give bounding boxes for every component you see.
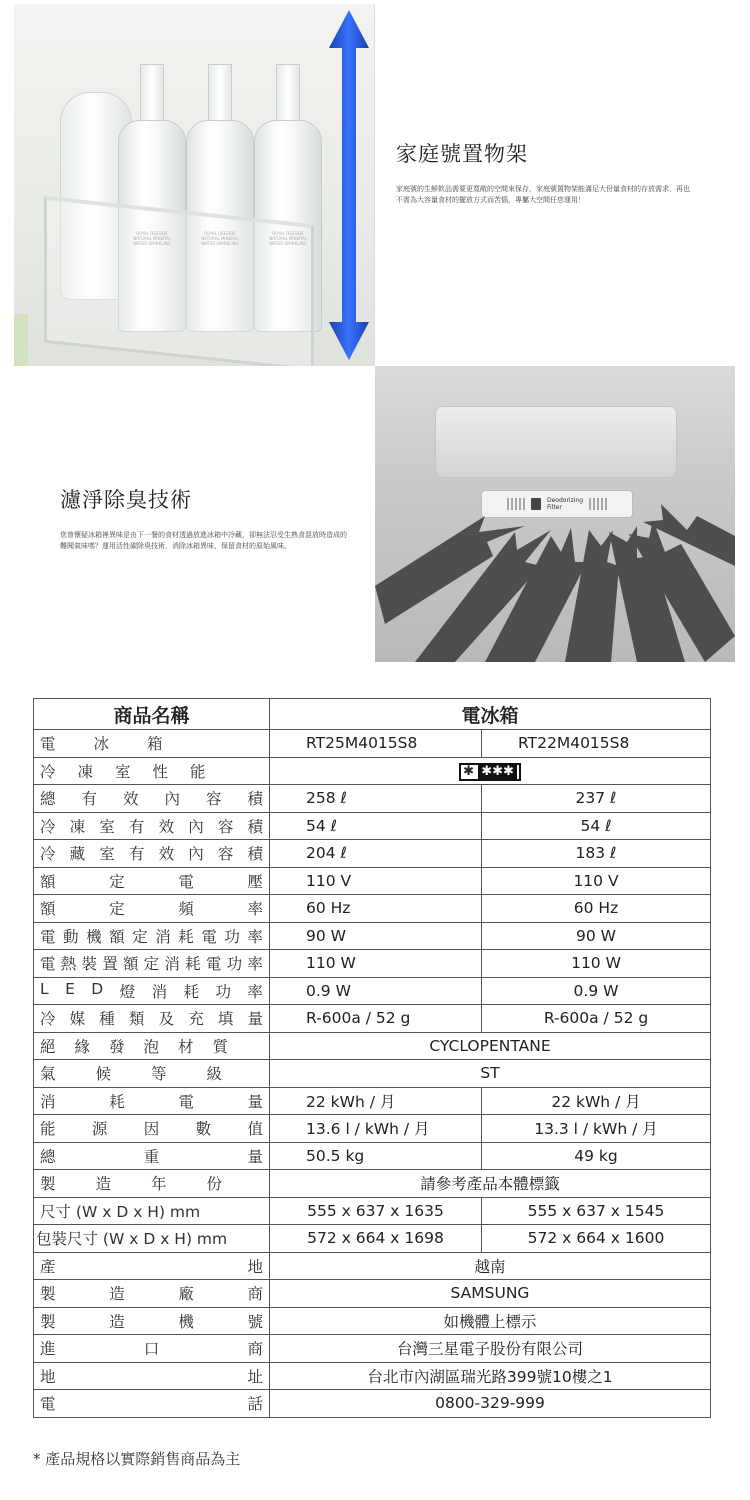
spec-label: 電 話 <box>34 1390 270 1418</box>
spec-value-b: R-600a / 52 g <box>482 1005 711 1033</box>
spec-label: 包裝尺寸 (W x D x H) mm <box>34 1225 270 1253</box>
spec-label: 產 地 <box>34 1252 270 1280</box>
spec-value-b: 60 Hz <box>482 895 711 923</box>
spec-value-b: 49 kg <box>482 1142 711 1170</box>
table-row <box>34 950 711 978</box>
spec-label: 能 源 因 數 值 <box>34 1115 270 1143</box>
spec-label: 製 造 機 號 <box>34 1307 270 1335</box>
spec-label: 總 有 效 內 容 積 <box>34 785 270 813</box>
spec-value-b: 54 ℓ <box>482 812 711 840</box>
feature-desc-shelf: 家庭號的生鮮飲品需要更寬敞的空間來保存，家庭號置物架能滿足大份量食材的存放需求，再也不需為大容量食材的擺放方式而苦惱，專屬大空間任您運用！ <box>396 185 690 204</box>
table-row <box>34 1142 711 1170</box>
family-shelf-photo <box>14 4 375 366</box>
spec-label: 總 重 量 <box>34 1142 270 1170</box>
table-row <box>34 1115 711 1143</box>
spec-value-a: 60 Hz <box>270 895 482 923</box>
spec-label: 電冰箱 <box>34 730 270 758</box>
table-row <box>34 840 711 868</box>
spec-header-value: 電冰箱 <box>270 699 711 730</box>
table-row <box>34 1362 711 1390</box>
filter-label-line1: Deodorizing <box>546 497 584 504</box>
table-row <box>34 1335 711 1363</box>
spec-value-b: 572 x 664 x 1600 <box>482 1225 711 1253</box>
footnote: * 產品規格以實際銷售商品為主 <box>33 1450 241 1468</box>
spec-label: 進 口 商 <box>34 1335 270 1363</box>
spec-value: 如機體上標示 <box>270 1307 711 1335</box>
spec-value-a: 0.9 W <box>270 977 482 1005</box>
spec-value-b: 0.9 W <box>482 977 711 1005</box>
spec-label: 製造年份 <box>34 1170 270 1198</box>
spec-value-a: 22 kWh / 月 <box>270 1087 482 1115</box>
spec-value-a: 13.6 l / kWh / 月 <box>270 1115 482 1143</box>
door-shelf <box>44 196 314 366</box>
spec-label: 冷凍室性能 <box>34 757 270 785</box>
spec-value-a: R-600a / 52 g <box>270 1005 482 1033</box>
spec-value-a: 110 W <box>270 950 482 978</box>
spec-label: L E D 燈 消 耗 功 率 <box>34 977 270 1005</box>
table-row <box>34 895 711 923</box>
bottle-label: ROYAL DEESIDE NATURAL MINERAL WATER SPARKLING <box>269 231 307 247</box>
spec-value-b: 110 V <box>482 867 711 895</box>
spec-label: 額 定 頻 率 <box>34 895 270 923</box>
table-row <box>34 1307 711 1335</box>
spec-label: 冷 藏 室 有 效 內 容 積 <box>34 840 270 868</box>
spec-label: 尺寸 (W x D x H) mm <box>34 1197 270 1225</box>
spec-value-b: 237 ℓ <box>482 785 711 813</box>
spec-value: SAMSUNG <box>270 1280 711 1308</box>
table-row <box>34 1197 711 1225</box>
spec-value: 越南 <box>270 1252 711 1280</box>
airflow-arrows-icon <box>375 366 735 662</box>
table-row <box>34 1252 711 1280</box>
spec-value: 台北市內湖區瑞光路399號10樓之1 <box>270 1362 711 1390</box>
spec-label: 電 動 機 額 定 消 耗 電 功 率 <box>34 922 270 950</box>
table-row <box>34 757 711 785</box>
spec-value-b: 13.3 l / kWh / 月 <box>482 1115 711 1143</box>
spec-label: 電 熱 裝 置 額 定 消 耗 電 功 率 <box>34 950 270 978</box>
table-row <box>34 1225 711 1253</box>
feature-title-shelf: 家庭號置物架 <box>396 142 528 166</box>
spec-value: 請參考產品本體標籤 <box>270 1170 711 1198</box>
spec-label: 絕緣發泡材質 <box>34 1032 270 1060</box>
spec-label: 冷 媒 種 類 及 充 填 量 <box>34 1005 270 1033</box>
freezer-star-rating <box>270 757 711 785</box>
table-row <box>34 699 711 730</box>
spec-value-b: 183 ℓ <box>482 840 711 868</box>
spec-label: 額 定 電 壓 <box>34 867 270 895</box>
table-row <box>34 977 711 1005</box>
spec-value-a: 110 V <box>270 867 482 895</box>
spec-value: 0800-329-999 <box>270 1390 711 1418</box>
spec-value-b: RT22M4015S8 <box>482 730 711 758</box>
table-row <box>34 1087 711 1115</box>
spec-label: 冷 凍 室 有 效 內 容 積 <box>34 812 270 840</box>
table-row <box>34 785 711 813</box>
table-row <box>34 1032 711 1060</box>
star-single-icon: ✱ <box>463 763 475 779</box>
spec-value-b: 22 kWh / 月 <box>482 1087 711 1115</box>
filter-label-line2: Filter <box>546 504 562 511</box>
spec-value: ST <box>270 1060 711 1088</box>
table-row <box>34 1170 711 1198</box>
table-row <box>34 812 711 840</box>
spec-value-b: 110 W <box>482 950 711 978</box>
height-arrow-icon <box>325 4 373 366</box>
spec-label: 氣候等級 <box>34 1060 270 1088</box>
spec-value-a: 258 ℓ <box>270 785 482 813</box>
spec-header-label: 商品名稱 <box>34 699 270 730</box>
table-row <box>34 867 711 895</box>
spec-value-b: 90 W <box>482 922 711 950</box>
deodorizing-filter-photo <box>375 366 735 662</box>
spec-value-b: 555 x 637 x 1545 <box>482 1197 711 1225</box>
table-row <box>34 1005 711 1033</box>
spec-value-a: 204 ℓ <box>270 840 482 868</box>
spec-label: 製 造 廠 商 <box>34 1280 270 1308</box>
spec-value: 台灣三星電子股份有限公司 <box>270 1335 711 1363</box>
star-triple-icon: ✱✱✱ <box>478 764 517 779</box>
bottle-label: ROYAL DEESIDE NATURAL MINERAL WATER SPARKLING <box>133 231 171 247</box>
spec-value-a: 90 W <box>270 922 482 950</box>
spec-table <box>33 698 711 1418</box>
spec-value-a: 54 ℓ <box>270 812 482 840</box>
table-row <box>34 1060 711 1088</box>
spec-label: 消 耗 電 量 <box>34 1087 270 1115</box>
spec-label: 地 址 <box>34 1362 270 1390</box>
table-row <box>34 922 711 950</box>
spec-value-a: 50.5 kg <box>270 1142 482 1170</box>
spec-value-a: RT25M4015S8 <box>270 730 482 758</box>
table-row <box>34 730 711 758</box>
spec-value-a: 572 x 664 x 1698 <box>270 1225 482 1253</box>
feature-desc-filter: 您曾懷疑冰箱裡異味是由下一餐的食材透過放進冰箱中冷藏，卻無法忍受生熟食混放時造成的難聞氣味嗎？運用活性碳除臭技術，消除冰箱異味，保留食材的原始風味。 <box>60 531 347 550</box>
bottle-label: ROYAL DEESIDE NATURAL MINERAL WATER SPARKLING <box>201 231 239 247</box>
spec-value-a: 555 x 637 x 1635 <box>270 1197 482 1225</box>
table-row <box>34 1390 711 1418</box>
feature-title-filter: 濾淨除臭技術 <box>60 488 192 512</box>
spec-value: CYCLOPENTANE <box>270 1032 711 1060</box>
table-row <box>34 1280 711 1308</box>
